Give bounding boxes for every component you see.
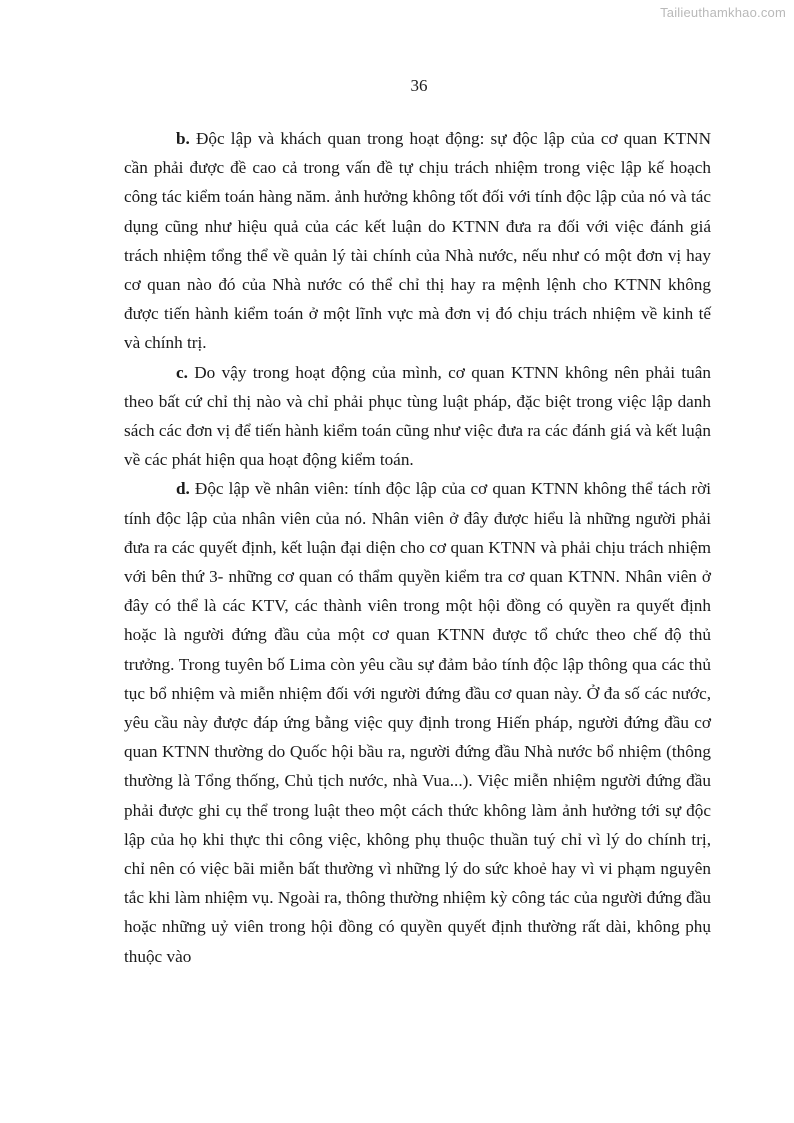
paragraph-b (124, 124, 711, 358)
paragraph-c (124, 358, 711, 475)
paragraph-text: Độc lập và khách quan trong hoạt động: sự độc lập của cơ quan KTNN cần phải được đề cao cả trong vấn đề tự chịu trách nhiệm trong việc lập kế hoạch công tác kiểm toán hàng năm. ảnh hưởng không tốt đối với tính độc lập của nó và tác dụng cũng như hiệu quả của các kết luận do KTNN đưa ra đối với việc đánh giá trách nhiệm tổng thể về quản lý tài chính của Nhà nước, nếu như có một đơn vị hay cơ quan nào đó của Nhà nước có thể chỉ thị hay ra mệnh lệnh cho KTNN không được tiến hành kiểm toán ở một lĩnh vực mà đơn vị đó chịu trách nhiệm về kinh tế và chính trị. (124, 129, 711, 353)
paragraph-label: d. (176, 479, 190, 499)
page-number: 36 (410, 76, 428, 95)
watermark: Tailieuthamkhao.com (660, 5, 786, 20)
paragraph-d (124, 474, 711, 970)
paragraph-label: b. (176, 129, 190, 148)
body-text (124, 124, 711, 971)
paragraph-text: Do vậy trong hoạt động của mình, cơ quan KTNN không nên phải tuân theo bất cứ chỉ thị nào và chỉ phải phục tùng luật pháp, đặc biệt trong việc lập danh sách các đơn vị để tiến hành kiểm toán cũng như việc đưa ra các đánh giá và kết luận về các phát hiện qua hoạt động kiểm toán. (124, 362, 711, 470)
paragraph-label: c. (176, 362, 188, 382)
paragraph-text: Độc lập về nhân viên: tính độc lập của cơ quan KTNN không thể tách rời tính độc lập của nhân viên của nó. Nhân viên ở đây được hiểu là những người phải đưa ra các quyết định, kết luận đại diện cho cơ quan KTNN và phải chịu trách nhiệm với bên thứ 3- những cơ quan có thẩm quyền kiểm tra cơ quan KTNN. Nhân viên ở đây có thể là các KTV, các thành viên trong một hội đồng có quyền ra quyết định hoặc là người đứng đầu của một cơ quan KTNN được tổ chức theo chế độ thủ trưởng. Trong tuyên bố Lima còn yêu cầu sự đảm bảo tính độc lập thông qua các thủ tục bổ nhiệm và miễn nhiệm đối với người đứng đầu cơ quan này. Ở đa số các nước, yêu cầu này được đáp ứng bằng việc quy định trong Hiến pháp, người đứng đầu cơ quan KTNN thường do Quốc hội bầu ra, người đứng đầu Nhà nước bổ nhiệm (thông thường là Tổng thống, Chủ tịch nước, nhà Vua...). Việc miễn nhiệm người đứng đầu phải được ghi cụ thể trong luật theo một cách thức không làm ảnh hưởng tới sự độc lập của họ khi thực thi công việc, không phụ thuộc thuần tuý chỉ vì lý do chính trị, chỉ nên có việc bãi miễn bất thường vì những lý do sức khoẻ hay vì vi phạm nguyên tắc khi làm nhiệm vụ. Ngoài ra, thông thường nhiệm kỳ công tác của người đứng đầu hoặc những uỷ viên trong hội đồng có quyền quyết định thường rất dài, không phụ thuộc vào (124, 479, 711, 966)
